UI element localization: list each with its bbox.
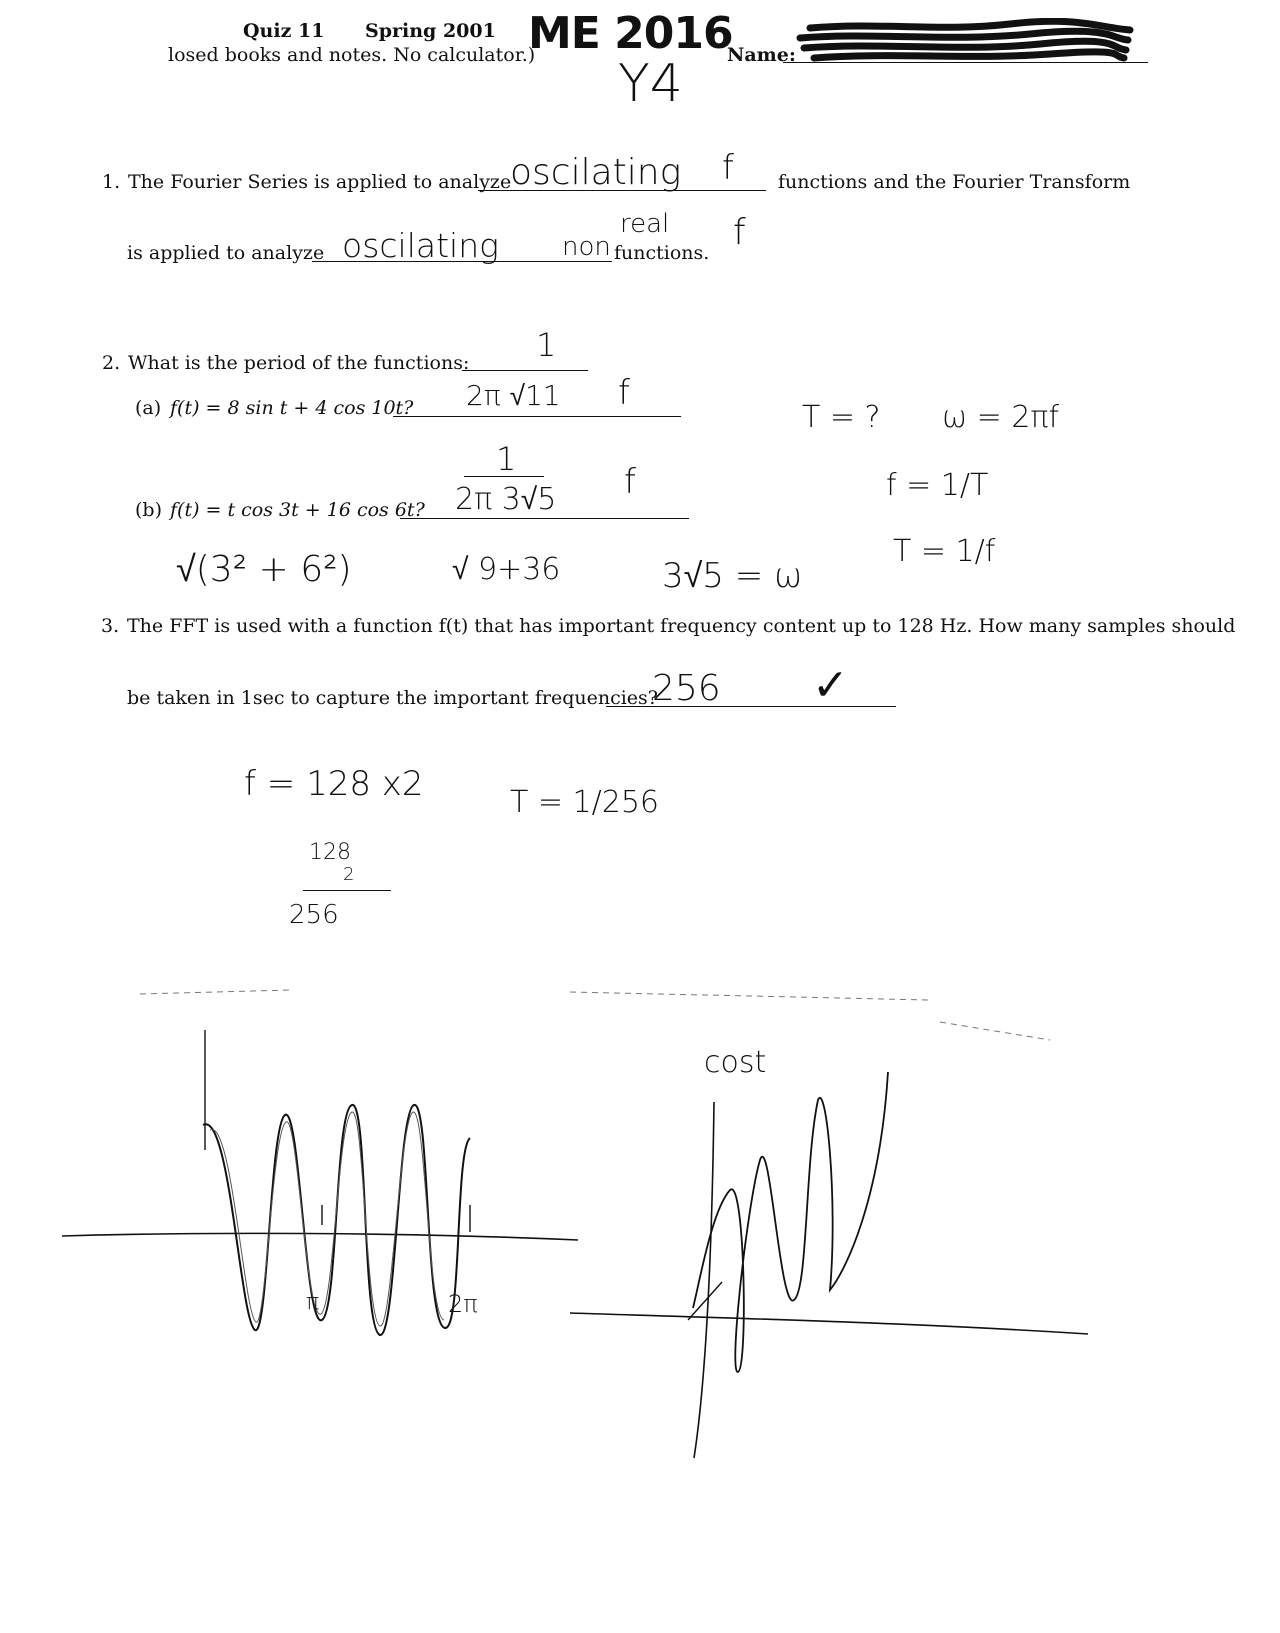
q3-text-b: be taken in 1sec to capture the important frequencies? [127,687,658,709]
q2a-answer-den: 2π √11 [466,379,561,412]
q2-side-note-2: ω = 2πf [942,400,1060,435]
q1-text-c: is applied to analyze [127,242,325,264]
q3-work-rule [303,890,391,891]
q1-answer-2b: non [562,232,611,262]
quiz-term: Spring 2001 [365,20,496,42]
q2-work-2: √ 9+36 [452,552,561,587]
right-graph-y-axis [694,1102,714,1458]
q2a-expression: f(t) = 8 sin t + 4 cos 10t? [170,397,414,419]
q2b-expression: f(t) = t cos 3t + 16 cos 6t? [170,499,425,521]
q2-side-note-1: T = ? [802,400,881,435]
q2b-answer-num: 1 [496,440,517,478]
name-redaction [790,18,1135,64]
q2-side-note-4: T = 1/f [893,534,996,569]
q2a-blank [393,416,681,417]
q1-mark-2: f [733,212,746,253]
left-graph-wave [203,1105,470,1335]
q3-work-5: 256 [289,900,339,930]
course-note: ME 2016 [528,8,733,59]
q2a-label: (a) [135,397,162,419]
q3-work-2: T = 1/256 [510,785,659,820]
q1-answer-1: oscilating [510,152,682,193]
q1-text-d: functions. [614,242,710,264]
q2-work-3: 3√5 = ω [662,556,803,596]
q3-text-a: The FFT is used with a function f(t) that has important frequency content up to 128 Hz. How many samples should [127,615,1236,637]
q2a-fraction-bar [462,370,588,371]
q2-number: 2. [102,352,121,374]
quiz-rules: losed books and notes. No calculator.) [168,44,536,66]
q2-work-1: √(3² + 6²) [176,549,352,590]
q1-text-b: functions and the Fourier Transform [778,171,1131,193]
q1-text-a: The Fourier Series is applied to analyze [128,171,512,193]
q1-answer-2c: real [620,209,670,239]
right-graph-wave [693,1072,888,1372]
right-graph-x-axis [570,1313,1088,1334]
q2a-mark: f [618,373,630,413]
sketch-2pi-label: 2π [448,1290,478,1318]
q3-blank [606,706,896,707]
q2b-answer-den: 2π 3√5 [455,482,557,517]
q3-work-1: f = 128 x2 [244,764,424,804]
q3-check-mark: ✓ [812,660,849,711]
sketch-pi-label: π [306,1290,320,1315]
q2-side-note-3: f = 1/T [886,468,989,503]
q1-number: 1. [102,171,121,193]
grade-note: Y4 [618,54,683,114]
q2b-blank [400,518,689,519]
q1-mark-1: f [722,148,734,188]
q2a-answer-num: 1 [536,326,557,364]
q3-work-4: 2 [343,864,355,885]
q2b-label: (b) [135,499,162,521]
q1-answer-2: oscilating [342,226,499,265]
name-label: Name: [727,44,796,66]
q2-text: What is the period of the functions: [128,352,470,374]
q2b-fraction-bar [464,476,544,477]
q3-work-3: 128 [309,840,351,865]
q2b-mark: f [624,462,636,502]
left-graph-x-axis [62,1233,578,1240]
sketch-cos-label: cost [704,1045,767,1080]
q3-number: 3. [101,615,120,637]
q3-answer: 256 [652,668,721,709]
quiz-number: Quiz 11 [243,20,325,42]
